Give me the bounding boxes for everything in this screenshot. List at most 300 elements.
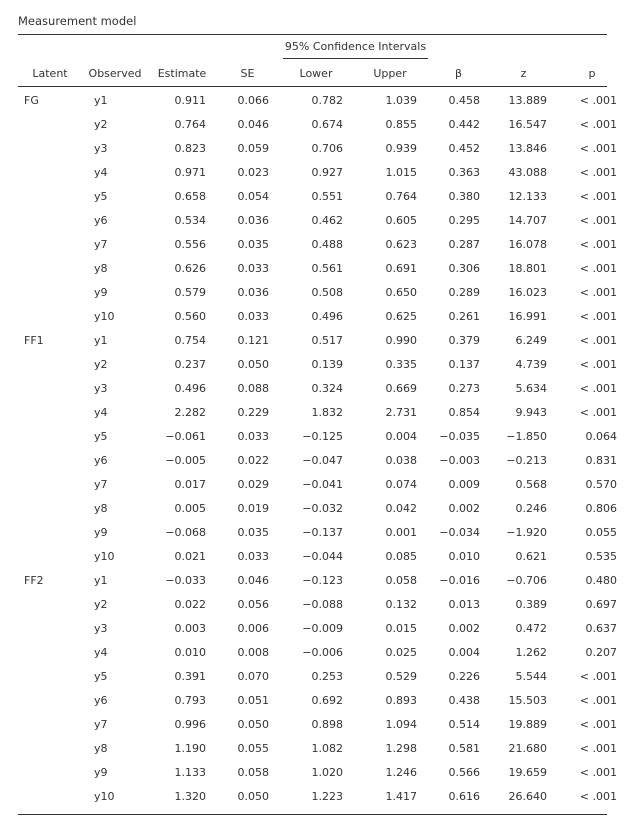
latent-cell bbox=[18, 376, 82, 400]
latent-cell bbox=[18, 136, 82, 160]
p-cell: 0.207 bbox=[585, 645, 617, 659]
z-cell: 0.621 bbox=[515, 549, 547, 563]
upper-cell: 0.058 bbox=[385, 573, 417, 587]
estimate-cell: 1.133 bbox=[174, 765, 206, 779]
estimate-cell: 0.626 bbox=[174, 261, 206, 275]
observed-cell: y6 bbox=[94, 693, 108, 707]
estimate-cell: 0.496 bbox=[174, 381, 206, 395]
observed-cell: y9 bbox=[94, 765, 108, 779]
beta-cell: 0.458 bbox=[448, 93, 480, 107]
estimate-cell: 0.764 bbox=[174, 117, 206, 131]
upper-cell: 0.625 bbox=[385, 309, 417, 323]
se-cell: 0.070 bbox=[237, 669, 269, 683]
beta-cell: 0.273 bbox=[448, 381, 480, 395]
lower-cell: 1.020 bbox=[311, 765, 343, 779]
upper-cell: 0.623 bbox=[385, 237, 417, 251]
upper-cell: 0.132 bbox=[385, 597, 417, 611]
se-cell: 0.055 bbox=[237, 741, 269, 755]
upper-cell: 2.731 bbox=[385, 405, 417, 419]
estimate-cell: 0.017 bbox=[174, 477, 206, 491]
z-cell: 4.739 bbox=[515, 357, 547, 371]
p-cell: 0.570 bbox=[585, 477, 617, 491]
table-title: Measurement model bbox=[18, 14, 137, 28]
table-row bbox=[18, 688, 627, 712]
beta-cell: −0.003 bbox=[439, 453, 480, 467]
p-cell: < .001 bbox=[579, 189, 617, 203]
beta-cell: 0.010 bbox=[448, 549, 480, 563]
observed-cell: y5 bbox=[94, 669, 108, 683]
z-cell: 26.640 bbox=[508, 789, 547, 803]
beta-cell: 0.137 bbox=[448, 357, 480, 371]
beta-cell: 0.581 bbox=[448, 741, 480, 755]
estimate-cell: 0.010 bbox=[174, 645, 206, 659]
upper-cell: 1.246 bbox=[385, 765, 417, 779]
table-row bbox=[18, 448, 627, 472]
beta-cell: 0.009 bbox=[448, 477, 480, 491]
estimate-cell: 0.579 bbox=[174, 285, 206, 299]
se-cell: 0.051 bbox=[237, 693, 269, 707]
lower-cell: 1.082 bbox=[311, 741, 343, 755]
lower-cell: −0.125 bbox=[302, 429, 343, 443]
p-cell: < .001 bbox=[579, 789, 617, 803]
table-row bbox=[18, 544, 627, 568]
lower-cell: 0.782 bbox=[311, 93, 343, 107]
latent-cell bbox=[18, 688, 82, 712]
observed-cell: y8 bbox=[94, 501, 108, 515]
beta-cell: 0.616 bbox=[448, 789, 480, 803]
z-cell: 21.680 bbox=[508, 741, 547, 755]
table-row bbox=[18, 568, 627, 592]
estimate-cell: −0.068 bbox=[165, 525, 206, 539]
estimate-cell: 0.022 bbox=[174, 597, 206, 611]
estimate-cell: 0.237 bbox=[174, 357, 206, 371]
table-row bbox=[18, 424, 627, 448]
table-row bbox=[18, 232, 627, 256]
lower-cell: 0.674 bbox=[311, 117, 343, 131]
estimate-cell: 0.391 bbox=[174, 669, 206, 683]
observed-cell: y4 bbox=[94, 405, 108, 419]
se-cell: 0.006 bbox=[237, 621, 269, 635]
observed-cell: y1 bbox=[94, 573, 108, 587]
p-cell: < .001 bbox=[579, 693, 617, 707]
latent-cell bbox=[18, 616, 82, 640]
z-cell: 1.262 bbox=[515, 645, 547, 659]
se-cell: 0.059 bbox=[237, 141, 269, 155]
beta-cell: 0.442 bbox=[448, 117, 480, 131]
observed-cell: y7 bbox=[94, 477, 108, 491]
lower-cell: −0.041 bbox=[302, 477, 343, 491]
table-row bbox=[18, 86, 627, 112]
se-cell: 0.036 bbox=[237, 213, 269, 227]
observed-cell: y6 bbox=[94, 453, 108, 467]
table-row bbox=[18, 640, 627, 664]
lower-cell: −0.047 bbox=[302, 453, 343, 467]
upper-cell: 1.015 bbox=[385, 165, 417, 179]
table-row bbox=[18, 112, 627, 136]
estimate-cell: 0.793 bbox=[174, 693, 206, 707]
column-header-upper: Upper bbox=[373, 66, 407, 80]
p-cell: 0.064 bbox=[585, 429, 617, 443]
z-cell: 18.801 bbox=[508, 261, 547, 275]
lower-cell: 0.324 bbox=[311, 381, 343, 395]
z-cell: 16.547 bbox=[508, 117, 547, 131]
p-cell: 0.831 bbox=[585, 453, 617, 467]
upper-cell: 1.039 bbox=[385, 93, 417, 107]
z-cell: 13.889 bbox=[508, 93, 547, 107]
latent-cell bbox=[18, 400, 82, 424]
se-cell: 0.035 bbox=[237, 237, 269, 251]
z-cell: −0.213 bbox=[506, 453, 547, 467]
observed-cell: y2 bbox=[94, 597, 108, 611]
latent-cell bbox=[18, 784, 82, 808]
upper-cell: 0.691 bbox=[385, 261, 417, 275]
estimate-cell: 0.971 bbox=[174, 165, 206, 179]
beta-cell: 0.002 bbox=[448, 621, 480, 635]
upper-cell: 0.855 bbox=[385, 117, 417, 131]
table-row bbox=[18, 616, 627, 640]
lower-cell: 0.692 bbox=[311, 693, 343, 707]
z-cell: 12.133 bbox=[508, 189, 547, 203]
table-body bbox=[18, 86, 627, 808]
upper-cell: 0.004 bbox=[385, 429, 417, 443]
estimate-cell: −0.005 bbox=[165, 453, 206, 467]
lower-cell: 0.496 bbox=[311, 309, 343, 323]
beta-cell: 0.379 bbox=[448, 333, 480, 347]
z-cell: 16.023 bbox=[508, 285, 547, 299]
estimate-cell: 1.190 bbox=[174, 741, 206, 755]
se-cell: 0.033 bbox=[237, 309, 269, 323]
se-cell: 0.050 bbox=[237, 357, 269, 371]
table-row bbox=[18, 496, 627, 520]
se-cell: 0.022 bbox=[237, 453, 269, 467]
bottom-rule bbox=[18, 814, 607, 815]
observed-cell: y10 bbox=[94, 789, 115, 803]
table-row bbox=[18, 784, 627, 808]
observed-cell: y10 bbox=[94, 549, 115, 563]
latent-cell bbox=[18, 592, 82, 616]
z-cell: 0.246 bbox=[515, 501, 547, 515]
z-cell: 19.659 bbox=[508, 765, 547, 779]
z-cell: 15.503 bbox=[508, 693, 547, 707]
observed-cell: y3 bbox=[94, 381, 108, 395]
z-cell: −1.850 bbox=[506, 429, 547, 443]
p-cell: 0.637 bbox=[585, 621, 617, 635]
p-cell: < .001 bbox=[579, 285, 617, 299]
z-cell: 14.707 bbox=[508, 213, 547, 227]
z-cell: 19.889 bbox=[508, 717, 547, 731]
upper-cell: 0.038 bbox=[385, 453, 417, 467]
upper-cell: 0.669 bbox=[385, 381, 417, 395]
upper-cell: 0.893 bbox=[385, 693, 417, 707]
column-header-se: SE bbox=[240, 66, 255, 80]
latent-cell: FF1 bbox=[24, 333, 44, 347]
se-cell: 0.033 bbox=[237, 261, 269, 275]
se-cell: 0.033 bbox=[237, 429, 269, 443]
latent-cell bbox=[18, 712, 82, 736]
lower-cell: −0.088 bbox=[302, 597, 343, 611]
latent-cell bbox=[18, 520, 82, 544]
observed-cell: y2 bbox=[94, 357, 108, 371]
p-cell: < .001 bbox=[579, 93, 617, 107]
se-cell: 0.054 bbox=[237, 189, 269, 203]
observed-cell: y7 bbox=[94, 717, 108, 731]
table-row bbox=[18, 472, 627, 496]
latent-cell bbox=[18, 280, 82, 304]
observed-cell: y8 bbox=[94, 741, 108, 755]
upper-cell: 0.764 bbox=[385, 189, 417, 203]
results-table bbox=[18, 60, 627, 808]
lower-cell: −0.009 bbox=[302, 621, 343, 635]
confidence-interval-rule bbox=[283, 58, 428, 59]
se-cell: 0.029 bbox=[237, 477, 269, 491]
observed-cell: y3 bbox=[94, 621, 108, 635]
column-header-estimate: Estimate bbox=[157, 66, 207, 80]
observed-cell: y4 bbox=[94, 165, 108, 179]
se-cell: 0.033 bbox=[237, 549, 269, 563]
table-row bbox=[18, 520, 627, 544]
z-cell: 43.088 bbox=[508, 165, 547, 179]
observed-cell: y5 bbox=[94, 429, 108, 443]
estimate-cell: 0.003 bbox=[174, 621, 206, 635]
top-rule bbox=[18, 34, 607, 35]
upper-cell: 0.001 bbox=[385, 525, 417, 539]
estimate-cell: 0.911 bbox=[174, 93, 206, 107]
lower-cell: 0.927 bbox=[311, 165, 343, 179]
lower-cell: −0.006 bbox=[302, 645, 343, 659]
table-row bbox=[18, 712, 627, 736]
latent-cell bbox=[18, 544, 82, 568]
lower-cell: 0.139 bbox=[311, 357, 343, 371]
p-cell: 0.535 bbox=[585, 549, 617, 563]
beta-cell: 0.287 bbox=[448, 237, 480, 251]
upper-cell: 0.939 bbox=[385, 141, 417, 155]
observed-cell: y2 bbox=[94, 117, 108, 131]
se-cell: 0.229 bbox=[237, 405, 269, 419]
z-cell: 0.389 bbox=[515, 597, 547, 611]
latent-cell bbox=[18, 472, 82, 496]
upper-cell: 1.298 bbox=[385, 741, 417, 755]
column-header-latent: Latent bbox=[32, 66, 68, 80]
table-row bbox=[18, 280, 627, 304]
se-cell: 0.036 bbox=[237, 285, 269, 299]
p-cell: < .001 bbox=[579, 213, 617, 227]
table-row bbox=[18, 208, 627, 232]
z-cell: 16.991 bbox=[508, 309, 547, 323]
upper-cell: 0.605 bbox=[385, 213, 417, 227]
confidence-interval-header: 95% Confidence Intervals bbox=[284, 40, 427, 53]
z-cell: 9.943 bbox=[515, 405, 547, 419]
latent-cell bbox=[18, 736, 82, 760]
latent-cell: FF2 bbox=[24, 573, 44, 587]
beta-cell: 0.854 bbox=[448, 405, 480, 419]
latent-cell bbox=[18, 760, 82, 784]
latent-cell bbox=[18, 664, 82, 688]
estimate-cell: 0.754 bbox=[174, 333, 206, 347]
upper-cell: 0.085 bbox=[385, 549, 417, 563]
table-row bbox=[18, 352, 627, 376]
latent-cell bbox=[18, 424, 82, 448]
table-row bbox=[18, 376, 627, 400]
beta-cell: −0.035 bbox=[439, 429, 480, 443]
table-row bbox=[18, 184, 627, 208]
latent-cell bbox=[18, 496, 82, 520]
beta-cell: 0.514 bbox=[448, 717, 480, 731]
beta-cell: −0.016 bbox=[439, 573, 480, 587]
table-row bbox=[18, 592, 627, 616]
z-cell: 0.472 bbox=[515, 621, 547, 635]
beta-cell: 0.004 bbox=[448, 645, 480, 659]
beta-cell: 0.226 bbox=[448, 669, 480, 683]
beta-cell: 0.002 bbox=[448, 501, 480, 515]
upper-cell: 0.335 bbox=[385, 357, 417, 371]
z-cell: 6.249 bbox=[515, 333, 547, 347]
lower-cell: 0.561 bbox=[311, 261, 343, 275]
observed-cell: y8 bbox=[94, 261, 108, 275]
p-cell: 0.480 bbox=[585, 573, 617, 587]
se-cell: 0.050 bbox=[237, 717, 269, 731]
latent-cell bbox=[18, 112, 82, 136]
p-cell: < .001 bbox=[579, 237, 617, 251]
estimate-cell: 2.282 bbox=[174, 405, 206, 419]
estimate-cell: 0.021 bbox=[174, 549, 206, 563]
lower-cell: 0.898 bbox=[311, 717, 343, 731]
lower-cell: 0.508 bbox=[311, 285, 343, 299]
p-cell: < .001 bbox=[579, 333, 617, 347]
table-row bbox=[18, 328, 627, 352]
estimate-cell: −0.033 bbox=[165, 573, 206, 587]
table-row bbox=[18, 400, 627, 424]
latent-cell: FG bbox=[24, 93, 39, 107]
observed-cell: y1 bbox=[94, 333, 108, 347]
se-cell: 0.058 bbox=[237, 765, 269, 779]
lower-cell: 1.832 bbox=[311, 405, 343, 419]
lower-cell: −0.123 bbox=[302, 573, 343, 587]
table-row bbox=[18, 160, 627, 184]
estimate-cell: 0.560 bbox=[174, 309, 206, 323]
header-row bbox=[18, 60, 627, 86]
beta-cell: 0.295 bbox=[448, 213, 480, 227]
estimate-cell: 1.320 bbox=[174, 789, 206, 803]
p-cell: < .001 bbox=[579, 669, 617, 683]
column-header-p: p bbox=[588, 66, 596, 80]
estimate-cell: 0.534 bbox=[174, 213, 206, 227]
latent-cell bbox=[18, 208, 82, 232]
z-cell: 16.078 bbox=[508, 237, 547, 251]
se-cell: 0.046 bbox=[237, 573, 269, 587]
se-cell: 0.035 bbox=[237, 525, 269, 539]
z-cell: 5.544 bbox=[515, 669, 547, 683]
z-cell: −1.920 bbox=[506, 525, 547, 539]
beta-cell: 0.013 bbox=[448, 597, 480, 611]
table-row bbox=[18, 736, 627, 760]
beta-cell: 0.452 bbox=[448, 141, 480, 155]
z-cell: −0.706 bbox=[506, 573, 547, 587]
se-cell: 0.066 bbox=[237, 93, 269, 107]
beta-cell: 0.438 bbox=[448, 693, 480, 707]
estimate-cell: 0.996 bbox=[174, 717, 206, 731]
estimate-cell: 0.823 bbox=[174, 141, 206, 155]
observed-cell: y7 bbox=[94, 237, 108, 251]
latent-cell bbox=[18, 448, 82, 472]
se-cell: 0.008 bbox=[237, 645, 269, 659]
p-cell: < .001 bbox=[579, 741, 617, 755]
lower-cell: 1.223 bbox=[311, 789, 343, 803]
z-cell: 0.568 bbox=[515, 477, 547, 491]
se-cell: 0.088 bbox=[237, 381, 269, 395]
estimate-cell: 0.005 bbox=[174, 501, 206, 515]
column-header-observed: Observed bbox=[88, 66, 142, 80]
estimate-cell: 0.556 bbox=[174, 237, 206, 251]
observed-cell: y9 bbox=[94, 285, 108, 299]
latent-cell bbox=[18, 232, 82, 256]
p-cell: < .001 bbox=[579, 117, 617, 131]
beta-cell: 0.380 bbox=[448, 189, 480, 203]
se-cell: 0.023 bbox=[237, 165, 269, 179]
upper-cell: 1.094 bbox=[385, 717, 417, 731]
z-cell: 13.846 bbox=[508, 141, 547, 155]
beta-cell: 0.306 bbox=[448, 261, 480, 275]
estimate-cell: 0.658 bbox=[174, 189, 206, 203]
lower-cell: −0.044 bbox=[302, 549, 343, 563]
latent-cell bbox=[18, 304, 82, 328]
observed-cell: y4 bbox=[94, 645, 108, 659]
upper-cell: 0.015 bbox=[385, 621, 417, 635]
se-cell: 0.019 bbox=[237, 501, 269, 515]
p-cell: < .001 bbox=[579, 381, 617, 395]
p-cell: < .001 bbox=[579, 261, 617, 275]
upper-cell: 0.042 bbox=[385, 501, 417, 515]
p-cell: < .001 bbox=[579, 765, 617, 779]
p-cell: < .001 bbox=[579, 141, 617, 155]
p-cell: < .001 bbox=[579, 357, 617, 371]
p-cell: < .001 bbox=[579, 309, 617, 323]
p-cell: < .001 bbox=[579, 165, 617, 179]
p-cell: < .001 bbox=[579, 405, 617, 419]
upper-cell: 0.074 bbox=[385, 477, 417, 491]
observed-cell: y1 bbox=[94, 93, 108, 107]
table-row bbox=[18, 304, 627, 328]
p-cell: 0.055 bbox=[585, 525, 617, 539]
latent-cell bbox=[18, 352, 82, 376]
observed-cell: y10 bbox=[94, 309, 115, 323]
p-cell: 0.697 bbox=[585, 597, 617, 611]
estimate-cell: −0.061 bbox=[165, 429, 206, 443]
observed-cell: y6 bbox=[94, 213, 108, 227]
column-header-z: z bbox=[520, 66, 527, 80]
p-cell: 0.806 bbox=[585, 501, 617, 515]
se-cell: 0.046 bbox=[237, 117, 269, 131]
lower-cell: 0.488 bbox=[311, 237, 343, 251]
se-cell: 0.050 bbox=[237, 789, 269, 803]
p-cell: < .001 bbox=[579, 717, 617, 731]
latent-cell bbox=[18, 160, 82, 184]
beta-cell: 0.363 bbox=[448, 165, 480, 179]
beta-cell: 0.261 bbox=[448, 309, 480, 323]
beta-cell: 0.289 bbox=[448, 285, 480, 299]
upper-cell: 1.417 bbox=[385, 789, 417, 803]
se-cell: 0.121 bbox=[237, 333, 269, 347]
table-row bbox=[18, 256, 627, 280]
z-cell: 5.634 bbox=[515, 381, 547, 395]
latent-cell bbox=[18, 256, 82, 280]
latent-cell bbox=[18, 184, 82, 208]
lower-cell: 0.517 bbox=[311, 333, 343, 347]
lower-cell: 0.253 bbox=[311, 669, 343, 683]
table-row bbox=[18, 760, 627, 784]
table-row bbox=[18, 664, 627, 688]
upper-cell: 0.650 bbox=[385, 285, 417, 299]
observed-cell: y5 bbox=[94, 189, 108, 203]
